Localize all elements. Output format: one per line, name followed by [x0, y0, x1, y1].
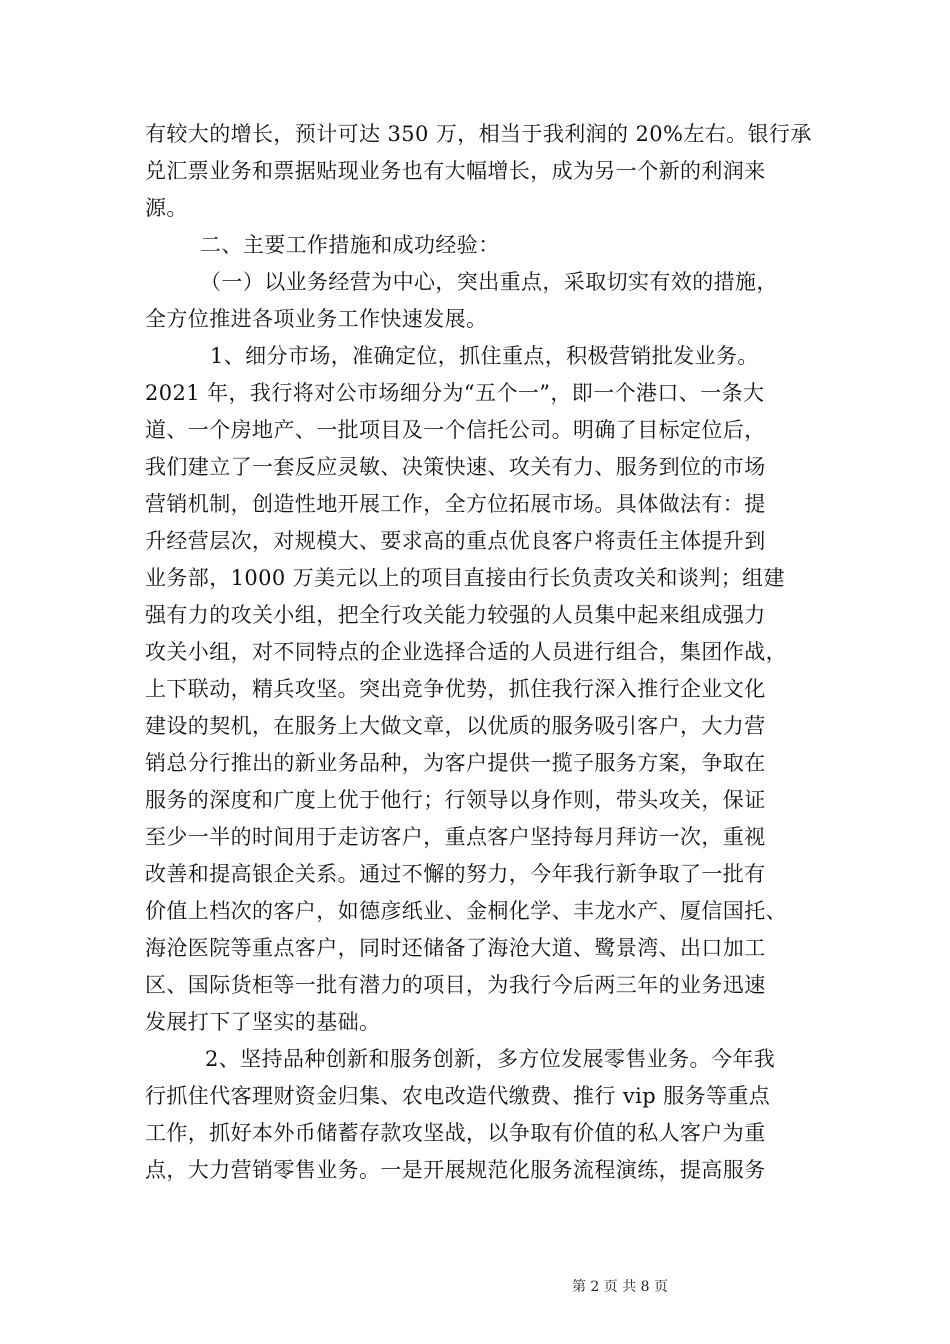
- text-line: 升经营层次，对规模大、要求高的重点优良客户将责任主体提升到: [145, 529, 766, 553]
- text-line: 服务的深度和广度上优于他行；行领导以身作则，带头攻关，保证: [145, 788, 766, 812]
- text-line: 全方位推进各项业务工作快速发展。: [145, 307, 488, 331]
- text-line: 改善和提高银企关系。通过不懈的努力，今年我行新争取了一批有: [145, 862, 766, 886]
- text-line: 兑汇票业务和票据贴现业务也有大幅增长，成为另一个新的利润来: [145, 159, 766, 183]
- text-line: 营销机制，创造性地开展工作，全方位拓展市场。具体做法有：提: [145, 492, 766, 516]
- text-line: 销总分行推出的新业务品种，为客户提供一揽子服务方案，争取在: [145, 751, 766, 775]
- text-line: 工作，抓好本外币储蓄存款攻坚战，以争取有价值的私人客户为重: [145, 1121, 766, 1145]
- text-line: 行抓住代客理财资金归集、农电改造代缴费、推行 vip 服务等重点: [145, 1084, 771, 1108]
- text-line: 发展打下了坚实的基础。: [145, 1010, 381, 1034]
- text-line: 点，大力营销零售业务。一是开展规范化服务流程演练，提高服务: [145, 1158, 766, 1182]
- text-line: 强有力的攻关小组，把全行攻关能力较强的人员集中起来组成强力: [145, 603, 766, 627]
- text-line: 至少一半的时间用于走访客户，重点客户坚持每月拜访一次，重视: [145, 825, 766, 849]
- page-number-label: 第 2 页 共 8 页: [571, 1279, 669, 1295]
- text-line: 价值上档次的客户，如德彦纸业、金桐化学、丰龙水产、厦信国托、: [145, 899, 787, 923]
- text-line: 1、细分市场，准确定位，抓住重点，积极营销批发业务。: [210, 344, 759, 368]
- text-line: 源。: [145, 196, 188, 220]
- text-line: （一）以业务经营为中心，突出重点，采取切实有效的措施，: [200, 270, 778, 294]
- text-line: 海沧医院等重点客户，同时还储备了海沧大道、鹭景湾、出口加工: [145, 936, 766, 960]
- text-line: 2、坚持品种创新和服务创新，多方位发展零售业务。今年我: [205, 1047, 776, 1071]
- text-line: 区、国际货柜等一批有潜力的项目，为我行今后两三年的业务迅速: [145, 973, 766, 997]
- text-line: 道、一个房地产、一批项目及一个信托公司。明确了目标定位后，: [145, 418, 766, 442]
- text-line: 业务部，1000 万美元以上的项目直接由行长负责攻关和谈判；组建: [145, 566, 785, 590]
- page-footer: [0, 1278, 950, 1296]
- document-body: [145, 116, 815, 1189]
- text-line: 我们建立了一套反应灵敏、决策快速、攻关有力、服务到位的市场: [145, 455, 766, 479]
- text-line: 攻关小组，对不同特点的企业选择合适的人员进行组合，集团作战，: [145, 640, 787, 664]
- text-line: 二、主要工作措施和成功经验：: [200, 233, 500, 257]
- text-line: 建设的契机，在服务上大做文章，以优质的服务吸引客户，大力营: [145, 714, 766, 738]
- text-line: 2021 年，我行将对公市场细分为“五个一”，即一个港口、一条大: [145, 381, 765, 405]
- text-line: 上下联动，精兵攻坚。突出竞争优势，抓住我行深入推行企业文化: [145, 677, 766, 701]
- text-line: 有较大的增长，预计可达 350 万，相当于我利润的 20%左右。银行承: [145, 122, 812, 146]
